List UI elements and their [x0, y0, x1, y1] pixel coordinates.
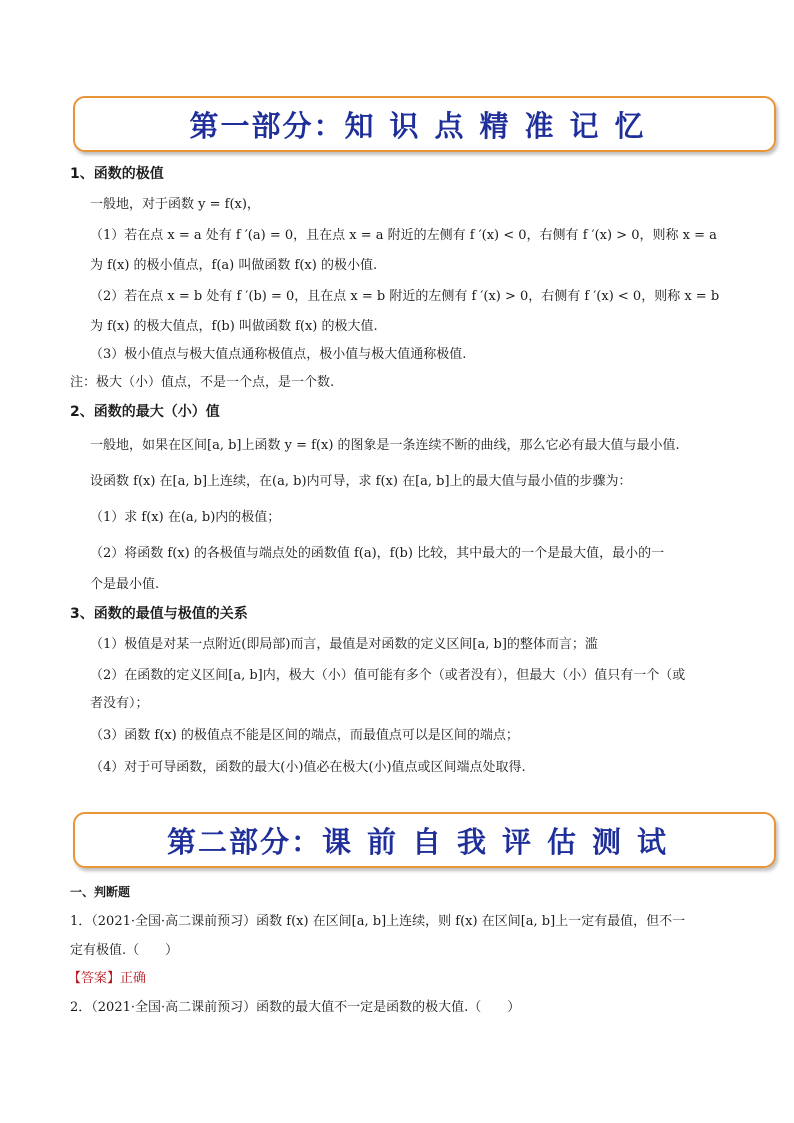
body-line: （3）函数 f(x) 的极值点不能是区间的端点，而最值点可以是区间的端点； [90, 728, 519, 743]
body-line: 一般地，对于函数 y = f(x)， [90, 197, 260, 212]
section-banner-2 [73, 812, 776, 868]
heading-max-min-values: 2、函数的最大（小）值 [70, 404, 220, 420]
answer-label: 【答案】正确 [68, 971, 147, 986]
body-line: （2）在函数的定义区间[a, b]内，极大（小）值可能有多个（或者没有），但最大（小）值只有一个（或 [90, 668, 686, 683]
body-line: （1）若在点 x = a 处有 f ′(a) = 0，且在点 x = a 附近的左侧有 f ′(x) < 0，右侧有 f ′(x) > 0，则称 x = a [90, 228, 717, 243]
body-line: 设函数 f(x) 在[a, b]上连续，在(a, b)内可导，求 f(x) 在[a, b]上的最大值与最小值的步骤为： [90, 474, 632, 489]
section-banner-1 [73, 96, 776, 152]
body-line: 为 f(x) 的极小值点，f(a) 叫做函数 f(x) 的极小值. [90, 258, 378, 273]
body-line: （4）对于可导函数，函数的最大(小)值必在极大(小)值点或区间端点处取得. [90, 760, 526, 775]
heading-relation: 3、函数的最值与极值的关系 [70, 606, 248, 622]
note-line: 注：极大（小）值点，不是一个点，是一个数. [70, 375, 335, 390]
body-line: （1）极值是对某一点附近(即局部)而言，最值是对函数的定义区间[a, b]的整体而言；滥 [90, 637, 598, 652]
body-line: 者没有）； [90, 696, 149, 711]
body-line: 一般地，如果在区间[a, b]上函数 y = f(x) 的图象是一条连续不断的曲线，那么它必有最大值与最小值. [90, 438, 680, 453]
question-line: 1．（2021·全国·高二课前预习）函数 f(x) 在区间[a, b]上连续，则 f(x) 在区间[a, b]上一定有最值，但不一 [70, 914, 686, 929]
body-line: （1）求 f(x) 在(a, b)内的极值； [90, 510, 281, 525]
body-line: （2）若在点 x = b 处有 f ′(b) = 0，且在点 x = b 附近的左侧有 f ′(x) > 0，右侧有 f ′(x) < 0，则称 x = b [90, 289, 720, 304]
question-line: 定有极值.（ ） [70, 943, 179, 958]
heading-extreme-values: 1、函数的极值 [70, 166, 164, 182]
body-line: （2）将函数 f(x) 的各极值与端点处的函数值 f(a)，f(b) 比较，其中最大的一个是最大值，最小的一 [90, 546, 665, 561]
section-title-2: 第二部分：课前自我评估测试 [166, 824, 683, 859]
body-line: （3）极小值点与极大值点通称极值点，极小值与极大值通称极值. [90, 347, 467, 362]
heading-true-false: 一、判断题 [70, 885, 131, 899]
section-title-1: 第一部分：知识点精准记忆 [189, 108, 660, 143]
body-line: 个是最小值. [90, 577, 160, 592]
question-line: 2．（2021·全国·高二课前预习）函数的最大值不一定是函数的极大值.（ ） [70, 1000, 521, 1015]
body-line: 为 f(x) 的极大值点，f(b) 叫做函数 f(x) 的极大值. [90, 319, 378, 334]
